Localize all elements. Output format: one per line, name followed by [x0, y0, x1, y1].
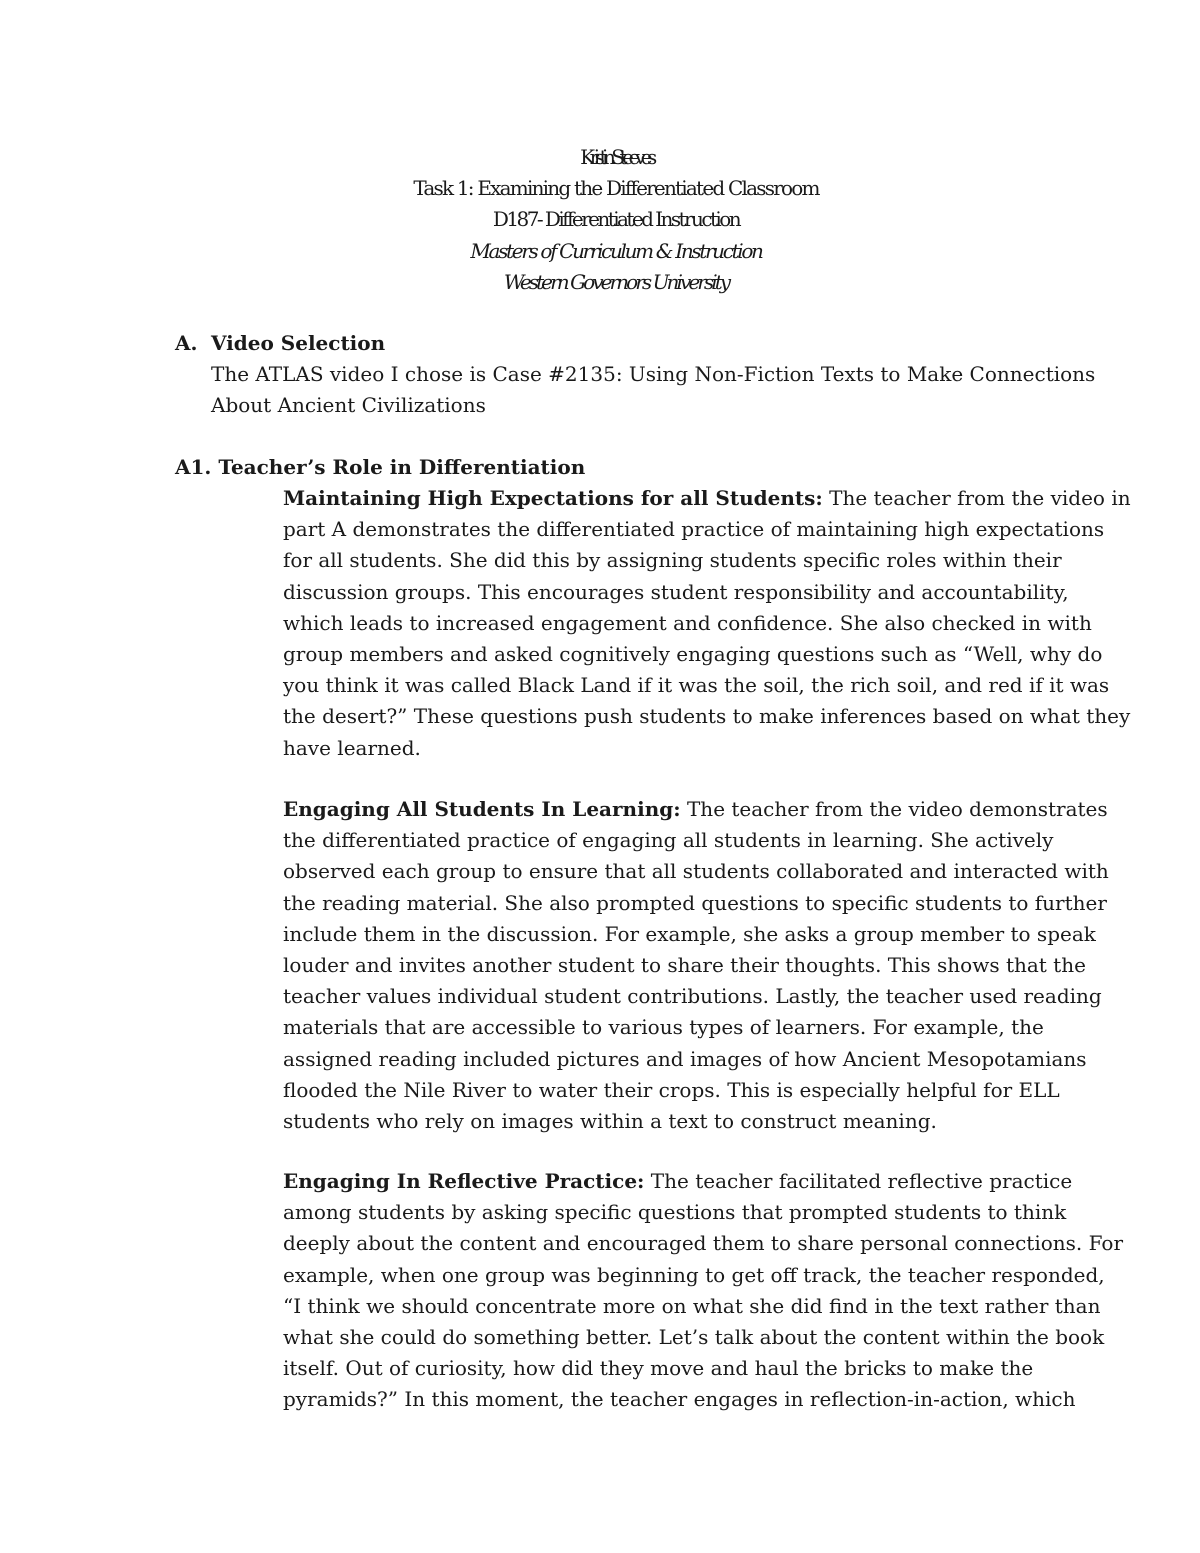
paragraph-line: the differentiated practice of engaging all students in learning. She actively	[283, 828, 1054, 853]
section-a-marker: A.	[175, 331, 198, 355]
paragraph-line	[283, 794, 1108, 825]
paragraph-line: assigned reading included pictures and images of how Ancient Mesopotamians	[283, 1046, 1087, 1071]
paragraph-line	[283, 483, 1131, 514]
paragraph-line: for all students. She did this by assigning students specific roles within their	[283, 548, 1062, 573]
paragraph-lead: Engaging All Students In Learning:	[283, 797, 681, 821]
paragraph-line: example, when one group was beginning to get off track, the teacher responded,	[283, 1262, 1105, 1287]
title-block	[0, 142, 1200, 298]
paragraph-line: group members and asked cognitively engaging questions such as “Well, why do	[283, 642, 1103, 667]
task-title: Task 1: Examining the Differentiated Classroom	[413, 176, 819, 201]
paragraph-line: what she could do something better. Let’s talk about the content within the book	[283, 1325, 1105, 1350]
paragraph-line: part A demonstrates the differentiated practice of maintaining high expectations	[283, 517, 1105, 542]
section-a-line: The ATLAS video I chose is Case #2135: Using Non-Fiction Texts to Make Connections	[211, 362, 1096, 387]
paragraph-line: the reading material. She also prompted questions to specific students to further	[283, 890, 1107, 915]
section-a	[175, 328, 1096, 422]
paragraph-line: pyramids?” In this moment, the teacher engages in reflection-in-action, which	[283, 1387, 1076, 1412]
paragraph-line	[283, 1166, 1073, 1197]
section-a1	[175, 452, 585, 483]
paragraph-text: The teacher from the video demonstrates	[680, 797, 1108, 821]
paragraph-line: you think it was called Black Land if it was the soil, the rich soil, and red if it was	[283, 673, 1110, 698]
paragraph-line: the desert?” These questions push students to make inferences based on what they	[283, 704, 1131, 729]
program-name: Masters of Curriculum & Instruction	[470, 238, 762, 263]
paragraph-high-expectations	[283, 483, 1131, 764]
paragraph-line: materials that are accessible to various types of learners. For example, the	[283, 1015, 1044, 1040]
paragraph-line: louder and invites another student to share their thoughts. This shows that the	[283, 953, 1086, 978]
paragraph-text: The teacher facilitated reflective practice	[644, 1169, 1073, 1193]
section-a-body	[175, 359, 1096, 421]
section-a-heading	[175, 328, 1071, 359]
university-name: Western Governors University	[503, 269, 729, 294]
paragraph-line: have learned.	[283, 735, 421, 760]
paragraph-line: flooded the Nile River to water their crops. This is especially helpful for ELL	[283, 1077, 1060, 1102]
author-name: Kristin Steeves	[580, 145, 652, 169]
paragraph-line: include them in the discussion. For example, she asks a group member to speak	[283, 921, 1096, 946]
paragraph-line: which leads to increased engagement and confidence. She also checked in with	[283, 610, 1092, 635]
paragraph-line: deeply about the content and encouraged them to share personal connections. For	[283, 1231, 1123, 1256]
section-a1-heading: A1. Teacher’s Role in Differentiation	[175, 455, 586, 479]
paragraph-line: “I think we should concentrate more on what she did find in the text rather than	[283, 1293, 1101, 1318]
paragraph-line: discussion groups. This encourages student responsibility and accountability,	[283, 579, 1069, 604]
section-a-line: About Ancient Civilizations	[211, 393, 486, 418]
paragraph-lead: Maintaining High Expectations for all Students:	[283, 486, 823, 510]
paragraph-engaging-students	[283, 794, 1109, 1137]
paragraph-line: itself. Out of curiosity, how did they move and haul the bricks to make the	[283, 1356, 1034, 1381]
section-a-title: Video Selection	[211, 331, 386, 355]
paragraph-line: observed each group to ensure that all students collaborated and interacted with	[283, 859, 1109, 884]
paragraph-line: teacher values individual student contributions. Lastly, the teacher used reading	[283, 984, 1102, 1009]
paragraph-reflective-practice	[283, 1166, 1123, 1416]
paragraph-lead: Engaging In Reflective Practice:	[283, 1169, 645, 1193]
paragraph-line: students who rely on images within a text to construct meaning.	[283, 1109, 937, 1134]
paragraph-text: The teacher from the video in	[822, 486, 1131, 510]
course-title: D187- Differentiated Instruction	[492, 207, 740, 232]
paragraph-line: among students by asking specific questions that prompted students to think	[283, 1200, 1067, 1225]
